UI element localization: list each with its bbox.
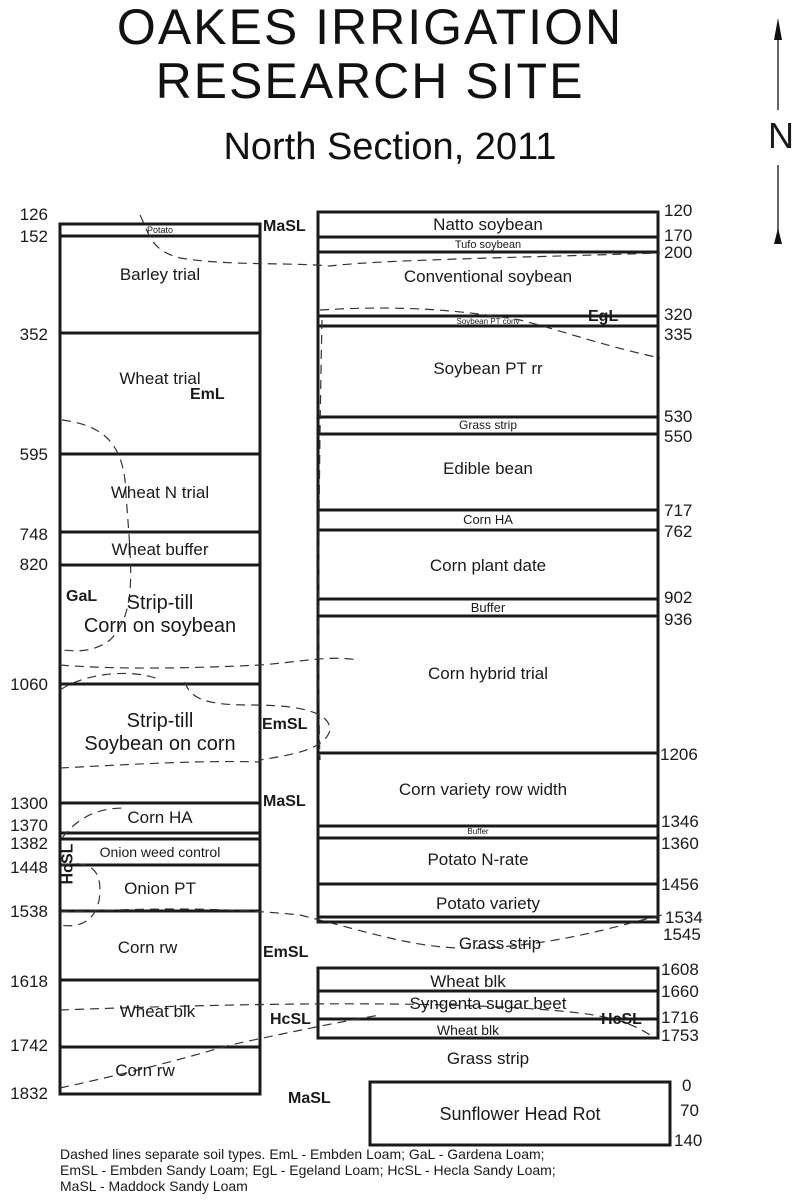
title-line-1: OAKES IRRIGATION: [116, 0, 624, 55]
right-number: 1534: [665, 908, 703, 927]
left-number: 595: [19, 445, 48, 464]
right-number: 1360: [661, 834, 699, 853]
caption: [60, 1146, 760, 1194]
plot-corn-variety-row-width: Corn variety row width: [398, 780, 568, 799]
soil-label: EmL: [190, 386, 225, 403]
subtitle: North Section, 2011: [223, 126, 557, 168]
plot-natto-soybean: Natto soybean: [433, 215, 543, 234]
soil-label: EmSL: [262, 716, 308, 733]
right-number: 200: [664, 243, 693, 262]
plot-wheat-buffer: Wheat buffer: [111, 540, 209, 559]
plot-wheat-n-trial: Wheat N trial: [110, 483, 210, 502]
plot-potato-n-rate: Potato N-rate: [427, 850, 529, 869]
right-number: 1346: [661, 812, 699, 831]
plot-grass-strip: Grass strip: [458, 418, 517, 432]
soil-label: EmSL: [263, 944, 309, 961]
soil-label: GaL: [66, 588, 98, 605]
soil-label: HcSL: [601, 1011, 642, 1028]
soil-label: EgL: [588, 308, 619, 325]
plot-sunflower-head-rot: Sunflower Head Rot: [439, 1104, 601, 1124]
plot-buffer-2: Buffer: [467, 827, 489, 836]
left-number: 152: [19, 227, 48, 246]
right-number: 550: [664, 427, 693, 446]
plot-wheat-blk-right-2: Wheat blk: [436, 1022, 500, 1038]
left-number: 1832: [10, 1084, 48, 1103]
left-number: 1538: [10, 902, 48, 921]
right-number: 902: [664, 588, 693, 607]
plot-wheat-trial: Wheat trial: [119, 369, 201, 388]
plot-strip-till-corn: Strip-till Corn on soybean: [83, 592, 237, 637]
right-number: 140: [674, 1131, 703, 1150]
plot-conventional-soybean: Conventional soybean: [403, 267, 573, 286]
plot-onion-weed-control: Onion weed control: [99, 844, 221, 860]
left-number: 1370: [10, 816, 48, 835]
plot-onion-pt: Onion PT: [124, 879, 196, 898]
right-number: 936: [664, 610, 693, 629]
left-number: 1618: [10, 972, 48, 991]
plot-corn-rw: Corn rw: [117, 938, 178, 957]
right-number: 1206: [660, 745, 698, 764]
plot-buffer: Buffer: [470, 600, 506, 615]
plot-potato: Potato: [146, 225, 174, 235]
soil-label: MaSL: [263, 218, 306, 235]
right-number: 530: [664, 407, 693, 426]
plot-potato-variety: Potato variety: [436, 894, 540, 913]
right-number: 170: [664, 226, 693, 245]
plot-barley-trial: Barley trial: [119, 265, 201, 284]
plot-corn-hybrid-trial: Corn hybrid trial: [428, 664, 548, 683]
caption-line: MaSL - Maddock Sandy Loam: [60, 1178, 248, 1195]
soil-label: HcSL: [270, 1011, 311, 1028]
left-number: 1382: [10, 834, 48, 853]
plot-corn-ha: Corn HA: [127, 808, 193, 827]
right-number: 1753: [661, 1026, 699, 1045]
plot-corn-plant-date: Corn plant date: [429, 556, 547, 575]
left-number: 1742: [10, 1036, 48, 1055]
plot-wheat-blk: Wheat blk: [119, 1002, 196, 1021]
plot-wheat-blk-right: Wheat blk: [430, 972, 506, 991]
right-number: 717: [664, 501, 693, 520]
right-number: 1608: [661, 960, 699, 979]
left-column: [60, 224, 260, 1094]
left-number: 352: [19, 325, 48, 344]
plot-syngenta-sugar-beet: Syngenta sugar beet: [409, 994, 567, 1013]
left-number: 820: [19, 555, 48, 574]
left-number: 126: [19, 205, 48, 224]
right-number: 120: [664, 201, 693, 220]
soil-label: MaSL: [263, 793, 306, 810]
left-number: 1448: [10, 858, 48, 877]
right-number: 1456: [661, 875, 699, 894]
plot-strip-till-soybean: Strip-till Soybean on corn: [84, 710, 236, 755]
north-arrow-icon: [774, 18, 782, 244]
right-number: 320: [664, 305, 693, 324]
plot-soybean-pt-conv: Soybean PT conv: [456, 317, 520, 326]
plot-grass-strip-3: Grass strip: [446, 1049, 530, 1068]
plot-tufo-soybean: Tufo soybean: [454, 239, 522, 251]
plot-corn-rw-2: Corn rw: [115, 1061, 175, 1080]
soil-label: MaSL: [288, 1090, 331, 1107]
right-number: 70: [680, 1101, 699, 1120]
caption-line: EmSL - Embden Sandy Loam; EgL - Egeland Loam; HcSL - Hecla Sandy Loam;: [60, 1162, 556, 1179]
left-number: 1060: [10, 675, 48, 694]
right-number: 762: [664, 522, 693, 541]
plot-grass-strip-2: Grass strip: [458, 934, 542, 953]
right-number: 335: [664, 325, 693, 344]
right-number: 0: [682, 1076, 692, 1095]
right-number: 1545: [663, 925, 701, 944]
plot-corn-ha-right: Corn HA: [463, 512, 513, 527]
left-number: 748: [19, 525, 48, 544]
soil-label: HcSL: [59, 843, 77, 885]
right-number: 1660: [661, 982, 699, 1001]
right-number: 1716: [661, 1008, 699, 1027]
plot-soybean-pt-rr: Soybean PT rr: [433, 359, 543, 378]
plot-edible-bean: Edible bean: [443, 459, 533, 478]
title-line-2: RESEARCH SITE: [155, 53, 585, 109]
north-label: N: [768, 115, 794, 156]
left-number: 1300: [10, 794, 48, 813]
caption-line: Dashed lines separate soil types. EmL - Embden Loam; GaL - Gardena Loam;: [60, 1146, 545, 1162]
